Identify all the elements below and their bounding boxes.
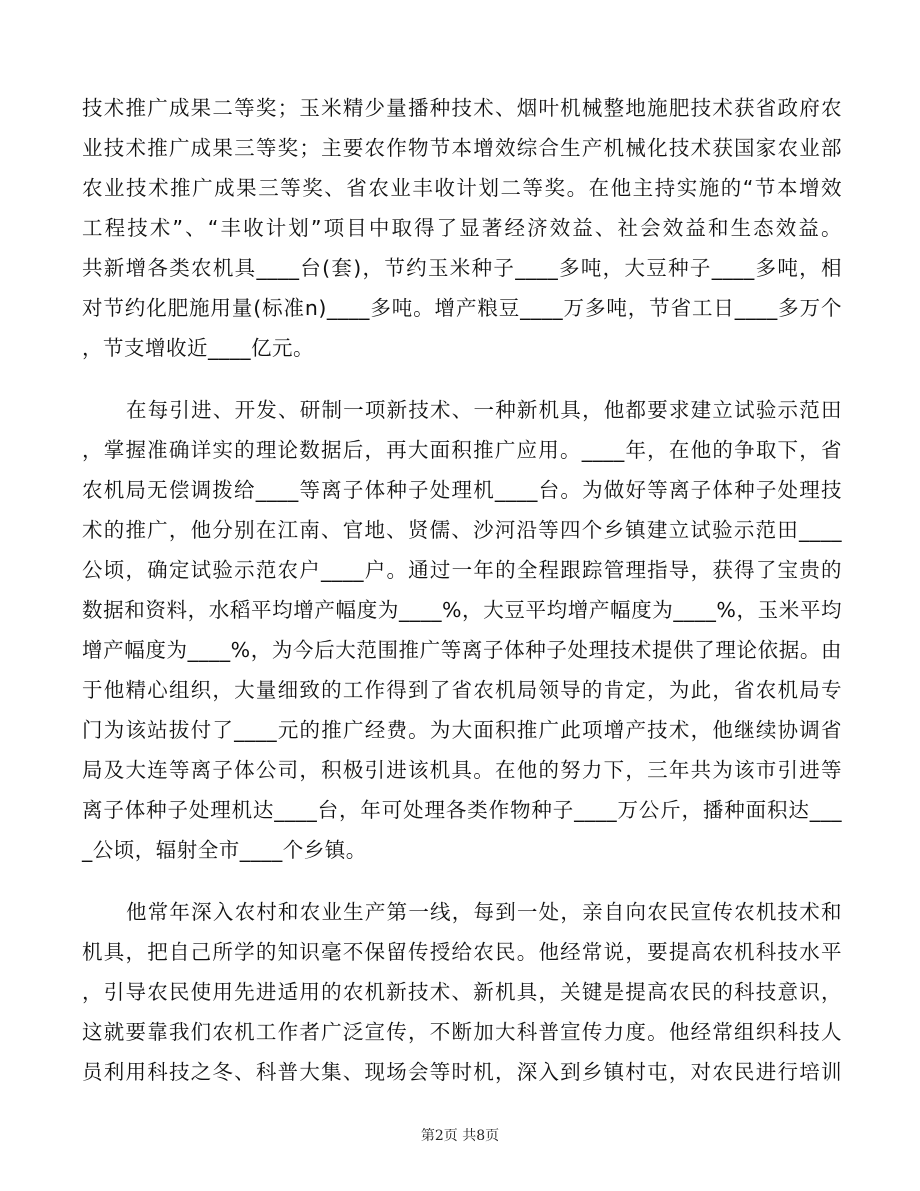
paragraph-1 <box>82 88 842 368</box>
text-line: 他常年深入农村和农业生产第一线，每到一处，亲自向农民宣传农机技术和 <box>126 900 842 924</box>
text-line: 机具，把自己所学的知识毫不保留传授给农民。他经常说，要提高农机科技水平 <box>82 940 842 964</box>
paragraph-3 <box>82 892 842 1092</box>
page-footer: 第2页 共8页 <box>420 1128 500 1144</box>
document-body <box>82 88 842 1092</box>
text-line: 术的推广，他分别在江南、官地、贤儒、沙河沿等四个乡镇建立试验示范田____ <box>82 518 842 542</box>
text-line: 离子体种子处理机达____台，年可处理各类作物种子____万公斤，播种面积达___ <box>82 798 842 822</box>
text-line: ，节支增收近____亿元。 <box>82 336 314 360</box>
text-line: 局及大连等离子体公司，积极引进该机具。在他的努力下，三年共为该市引进等 <box>82 758 842 782</box>
text-line: 员利用科技之冬、科普大集、现场会等时机，深入到乡镇村屯，对农民进行培训 <box>82 1060 842 1084</box>
paragraph-2 <box>82 390 842 870</box>
text-line: 在每引进、开发、研制一项新技术、一种新机具，他都要求建立试验示范田 <box>126 398 842 422</box>
text-line: 公顷，确定试验示范农户____户。通过一年的全程跟踪管理指导，获得了宝贵的 <box>82 558 842 582</box>
text-line: 农机局无偿调拨给____等离子体种子处理机____台。为做好等离子体种子处理技 <box>82 478 842 502</box>
text-line: 业技术推广成果三等奖；主要农作物节本增效综合生产机械化技术获国家农业部 <box>82 136 842 160</box>
text-line: _公顷，辐射全市____个乡镇。 <box>82 838 367 862</box>
text-line: 增产幅度为____%，为今后大范围推广等离子体种子处理技术提供了理论依据。由 <box>82 638 842 662</box>
text-line: ，引导农民使用先进适用的农机新技术、新机具，关键是提高农民的科技意识， <box>82 980 842 1004</box>
text-line: 这就要靠我们农机工作者广泛宣传，不断加大科普宣传力度。他经常组织科技人 <box>82 1020 842 1044</box>
text-line: 技术推广成果二等奖；玉米精少量播种技术、烟叶机械整地施肥技术获省政府农 <box>82 96 842 120</box>
text-line: 于他精心组织，大量细致的工作得到了省农机局领导的肯定，为此，省农机局专 <box>82 678 842 702</box>
text-line: 对节约化肥施用量(标准n)____多吨。增产粮豆____万多吨，节省工日____多万个 <box>82 296 842 320</box>
text-line: 数据和资料，水稻平均增产幅度为____%，大豆平均增产幅度为____%，玉米平均 <box>82 598 842 622</box>
text-line: 共新增各类农机具____台(套)，节约玉米种子____多吨，大豆种子____多吨，相 <box>82 256 842 280</box>
text-line: 农业技术推广成果三等奖、省农业丰收计划二等奖。在他主持实施的“节本增效 <box>82 176 842 200</box>
text-line: 门为该站拔付了____元的推广经费。为大面积推广此项增产技术，他继续协调省 <box>82 718 842 742</box>
text-line: 工程技术”、“丰收计划”项目中取得了显著经济效益、社会效益和生态效益。 <box>82 216 842 240</box>
text-line: ，掌握准确详实的理论数据后，再大面积推广应用。____年，在他的争取下，省 <box>82 438 842 462</box>
